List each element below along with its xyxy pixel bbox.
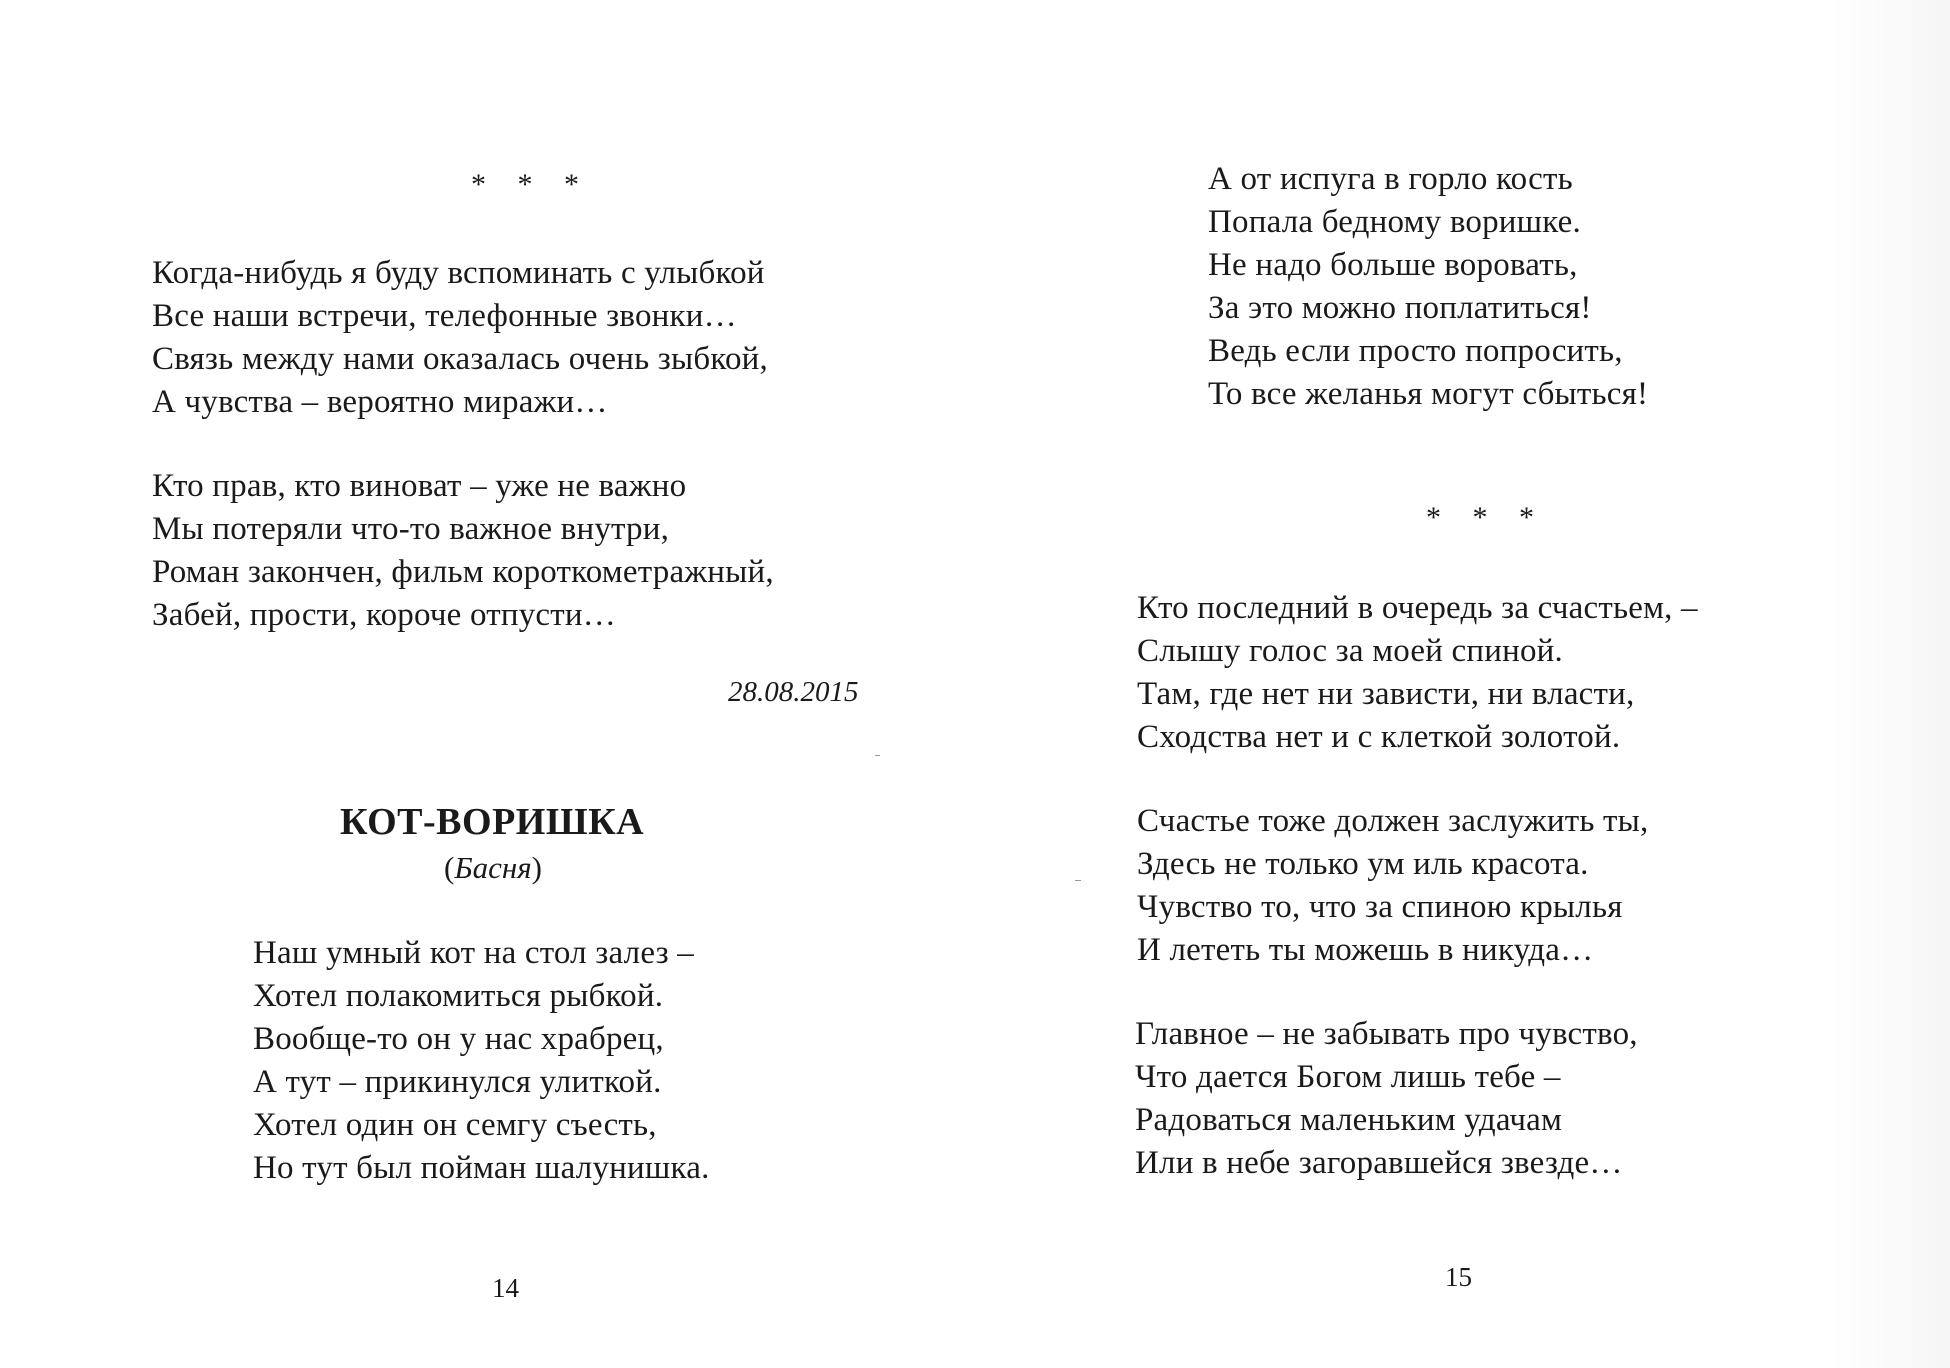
- poem3-stanza2: [1137, 800, 1649, 972]
- poem3-stanza3: [1135, 1013, 1638, 1185]
- poem-subtitle: [444, 849, 542, 887]
- poem2-continued-stanza: [1208, 158, 1648, 416]
- subtitle-close-paren: ): [531, 850, 542, 885]
- verse-line: Хотел полакомиться рыбкой.: [253, 978, 664, 1014]
- verse-line: Счастье тоже должен заслужить ты,: [1137, 803, 1649, 839]
- verse-line: Хотел один он семгу съесть,: [253, 1107, 657, 1143]
- subtitle-open-paren: (: [444, 850, 455, 885]
- verse-line: Радоваться маленьким удачам: [1135, 1102, 1563, 1138]
- poem1-stanza2: [152, 465, 774, 637]
- verse-line: Кто прав, кто виноват – уже не важно: [152, 468, 687, 504]
- verse-line: И лететь ты можешь в никуда…: [1137, 932, 1594, 968]
- verse-line: Мы потеряли что-то важное внутри,: [152, 511, 670, 547]
- verse-line: Что дается Богом лишь тебе –: [1135, 1059, 1561, 1095]
- poem2-stanza1: [253, 932, 710, 1190]
- subtitle-text: Басня: [454, 850, 532, 885]
- verse-line: Кто последний в очередь за счастьем, –: [1137, 590, 1698, 626]
- verse-line: Связь между нами оказалась очень зыбкой,: [152, 341, 768, 377]
- page-edge-shadow: [1830, 0, 1950, 1368]
- section-separator: * * *: [1426, 501, 1546, 534]
- verse-line: Чувство то, что за спиною крылья: [1137, 889, 1623, 925]
- verse-line: Слышу голос за моей спиной.: [1137, 633, 1563, 669]
- section-separator: * * *: [471, 168, 591, 201]
- page-number: 15: [1445, 1262, 1472, 1292]
- verse-line: Когда-нибудь я буду вспоминать с улыбкой: [152, 255, 765, 291]
- print-speck: [875, 755, 880, 756]
- poem1-stanza1: [152, 252, 768, 424]
- verse-line: Ведь если просто попросить,: [1208, 333, 1623, 369]
- page-number: 14: [492, 1273, 519, 1303]
- poem3-stanza1: [1137, 587, 1698, 759]
- verse-line: А чувства – вероятно миражи…: [152, 384, 608, 420]
- verse-line: Здесь не только ум иль красота.: [1137, 846, 1589, 882]
- right-page: [975, 0, 1950, 1368]
- verse-line: Роман закончен, фильм короткометражный,: [152, 554, 774, 590]
- verse-line: А от испуга в горло кость: [1208, 161, 1573, 197]
- verse-line: Главное – не забывать про чувство,: [1135, 1016, 1638, 1052]
- verse-line: Вообще-то он у нас храбрец,: [253, 1021, 664, 1057]
- verse-line: А тут – прикинулся улиткой.: [253, 1064, 662, 1100]
- verse-line: Но тут был пойман шалунишка.: [253, 1150, 710, 1186]
- verse-line: Там, где нет ни зависти, ни власти,: [1137, 676, 1635, 712]
- verse-line: За это можно поплатиться!: [1208, 290, 1592, 326]
- verse-line: Забей, прости, короче отпусти…: [152, 597, 616, 633]
- poem-date: 28.08.2015: [728, 676, 859, 708]
- verse-line: Наш умный кот на стол залез –: [253, 935, 694, 971]
- verse-line: Попала бедному воришке.: [1208, 204, 1581, 240]
- verse-line: Или в небе загоравшейся звезде…: [1135, 1145, 1623, 1181]
- verse-line: То все желанья могут сбыться!: [1208, 376, 1649, 412]
- poem-title: КОТ-ВОРИШКА: [340, 801, 645, 843]
- print-speck: [1075, 880, 1081, 881]
- verse-line: Все наши встречи, телефонные звонки…: [152, 298, 737, 334]
- verse-line: Не надо больше воровать,: [1208, 247, 1578, 283]
- verse-line: Сходства нет и с клеткой золотой.: [1137, 719, 1621, 755]
